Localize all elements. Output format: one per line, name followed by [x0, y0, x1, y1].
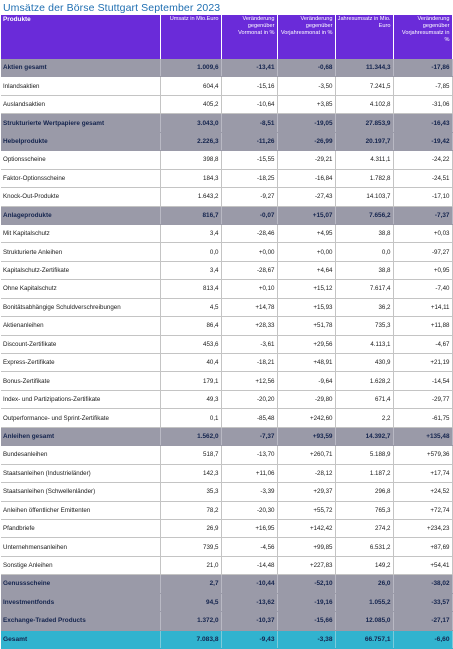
cell-change-prev-year-month: -3,38: [277, 630, 335, 648]
cell-change-prev-month: -0,07: [221, 206, 277, 224]
cell-product-name: Express-Zertifikate: [1, 354, 160, 372]
table-row: [1, 188, 452, 206]
cell-change-prev-month: -18,21: [221, 354, 277, 372]
cell-turnover: 816,7: [160, 206, 221, 224]
turnover-table: [1, 15, 453, 649]
cell-change-prev-month: -28,67: [221, 261, 277, 279]
cell-change-prev-year-month: -28,12: [277, 464, 335, 482]
cell-change-prev-year: +234,23: [393, 519, 452, 537]
cell-product-name: Hebelprodukte: [1, 132, 160, 150]
cell-change-prev-month: -10,37: [221, 612, 277, 630]
subtotal-row: [1, 427, 452, 445]
cell-change-prev-year-month: -19,05: [277, 114, 335, 132]
header-change-prev-year: Veränderung gegenüber Vorjahresumsatz in %: [393, 15, 452, 59]
cell-change-prev-year-month: +260,71: [277, 446, 335, 464]
cell-change-prev-year: -19,42: [393, 132, 452, 150]
cell-change-prev-year: +24,52: [393, 483, 452, 501]
cell-change-prev-month: +14,78: [221, 298, 277, 316]
cell-turnover: 518,7: [160, 446, 221, 464]
cell-product-name: Gesamt: [1, 630, 160, 648]
cell-change-prev-year-month: -52,10: [277, 575, 335, 593]
cell-annual-turnover: 11.344,3: [335, 59, 393, 77]
cell-change-prev-year-month: -29,80: [277, 390, 335, 408]
cell-product-name: Bonus-Zertifikate: [1, 372, 160, 390]
header-annual-turnover: Jahresumsatz in Mio. Euro: [335, 15, 393, 59]
subtotal-row: [1, 114, 452, 132]
cell-change-prev-year: +0,95: [393, 261, 452, 279]
cell-change-prev-year-month: +55,72: [277, 501, 335, 519]
cell-annual-turnover: 2,2: [335, 409, 393, 427]
cell-change-prev-year-month: -16,84: [277, 169, 335, 187]
header-change-prev-month: Veränderung gegenüber Vormonat in %: [221, 15, 277, 59]
cell-turnover: 86,4: [160, 317, 221, 335]
cell-product-name: Knock-Out-Produkte: [1, 188, 160, 206]
table-row: [1, 538, 452, 556]
subtotal-row: [1, 575, 452, 593]
cell-product-name: Aktienanleihen: [1, 317, 160, 335]
cell-change-prev-year: -24,22: [393, 151, 452, 169]
cell-product-name: Genussscheine: [1, 575, 160, 593]
cell-change-prev-year: -38,02: [393, 575, 452, 593]
cell-change-prev-year-month: -27,43: [277, 188, 335, 206]
table-row: [1, 169, 452, 187]
cell-turnover: 398,8: [160, 151, 221, 169]
cell-product-name: Outperformance- und Sprint-Zertifikate: [1, 409, 160, 427]
cell-turnover: 184,3: [160, 169, 221, 187]
table-row: [1, 446, 452, 464]
cell-annual-turnover: 735,3: [335, 317, 393, 335]
table-row: [1, 372, 452, 390]
cell-turnover: 3,4: [160, 224, 221, 242]
cell-product-name: Strukturierte Wertpapiere gesamt: [1, 114, 160, 132]
cell-product-name: Optionsscheine: [1, 151, 160, 169]
cell-turnover: 4,5: [160, 298, 221, 316]
cell-annual-turnover: 38,8: [335, 224, 393, 242]
cell-change-prev-year: +72,74: [393, 501, 452, 519]
cell-change-prev-year: -14,54: [393, 372, 452, 390]
cell-change-prev-year: -97,27: [393, 243, 452, 261]
cell-change-prev-month: -10,44: [221, 575, 277, 593]
cell-turnover: 1.372,0: [160, 612, 221, 630]
cell-annual-turnover: 1.187,2: [335, 464, 393, 482]
cell-product-name: Anleihen gesamt: [1, 427, 160, 445]
cell-product-name: Mit Kapitalschutz: [1, 224, 160, 242]
cell-change-prev-year: -61,75: [393, 409, 452, 427]
cell-turnover: 2.226,3: [160, 132, 221, 150]
cell-turnover: 179,1: [160, 372, 221, 390]
cell-change-prev-year-month: +4,64: [277, 261, 335, 279]
cell-change-prev-month: -7,37: [221, 427, 277, 445]
cell-change-prev-month: -15,16: [221, 77, 277, 95]
cell-annual-turnover: 1.628,2: [335, 372, 393, 390]
table-row: [1, 224, 452, 242]
cell-change-prev-year: +135,48: [393, 427, 452, 445]
cell-change-prev-year-month: +93,59: [277, 427, 335, 445]
table-row: [1, 151, 452, 169]
cell-annual-turnover: 671,4: [335, 390, 393, 408]
cell-product-name: Bundesanleihen: [1, 446, 160, 464]
cell-change-prev-year-month: +15,12: [277, 280, 335, 298]
cell-change-prev-year: -7,37: [393, 206, 452, 224]
table-row: [1, 261, 452, 279]
cell-change-prev-month: -85,48: [221, 409, 277, 427]
table-row: [1, 298, 452, 316]
cell-annual-turnover: 7.241,5: [335, 77, 393, 95]
cell-change-prev-month: -13,41: [221, 59, 277, 77]
cell-change-prev-year-month: +48,91: [277, 354, 335, 372]
cell-change-prev-year-month: +242,60: [277, 409, 335, 427]
cell-turnover: 49,3: [160, 390, 221, 408]
cell-change-prev-year: +579,36: [393, 446, 452, 464]
cell-product-name: Anlageprodukte: [1, 206, 160, 224]
cell-product-name: Investmentfonds: [1, 593, 160, 611]
cell-turnover: 142,3: [160, 464, 221, 482]
cell-change-prev-month: +28,33: [221, 317, 277, 335]
cell-change-prev-year-month: +227,83: [277, 556, 335, 574]
cell-turnover: 739,5: [160, 538, 221, 556]
cell-turnover: 813,4: [160, 280, 221, 298]
cell-product-name: Staatsanleihen (Industrieländer): [1, 464, 160, 482]
table-row: [1, 483, 452, 501]
cell-change-prev-month: -18,25: [221, 169, 277, 187]
cell-product-name: Aktien gesamt: [1, 59, 160, 77]
cell-change-prev-year-month: +142,42: [277, 519, 335, 537]
cell-turnover: 7.083,8: [160, 630, 221, 648]
cell-annual-turnover: 149,2: [335, 556, 393, 574]
cell-change-prev-month: -4,56: [221, 538, 277, 556]
cell-change-prev-year-month: +29,37: [277, 483, 335, 501]
cell-change-prev-month: -13,62: [221, 593, 277, 611]
table-row: [1, 354, 452, 372]
total-row: [1, 630, 452, 648]
table-row: [1, 280, 452, 298]
cell-annual-turnover: 7.656,2: [335, 206, 393, 224]
cell-change-prev-month: -8,51: [221, 114, 277, 132]
cell-change-prev-year-month: -26,99: [277, 132, 335, 150]
cell-annual-turnover: 14.392,7: [335, 427, 393, 445]
cell-annual-turnover: 274,2: [335, 519, 393, 537]
cell-change-prev-year: -4,67: [393, 335, 452, 353]
cell-change-prev-month: -9,27: [221, 188, 277, 206]
cell-annual-turnover: 430,9: [335, 354, 393, 372]
cell-turnover: 453,6: [160, 335, 221, 353]
cell-change-prev-year-month: -29,21: [277, 151, 335, 169]
table-row: [1, 335, 452, 353]
cell-product-name: Pfandbriefe: [1, 519, 160, 537]
header-change-prev-year-month: Veränderung gegenüber Vorjahresmonat in %: [277, 15, 335, 59]
cell-product-name: Discount-Zertifikate: [1, 335, 160, 353]
cell-change-prev-year: -17,10: [393, 188, 452, 206]
cell-change-prev-year-month: +3,85: [277, 95, 335, 113]
table-row: [1, 317, 452, 335]
cell-change-prev-year: -6,60: [393, 630, 452, 648]
cell-product-name: Staatsanleihen (Schwellenländer): [1, 483, 160, 501]
cell-change-prev-month: +0,00: [221, 243, 277, 261]
cell-change-prev-month: -13,70: [221, 446, 277, 464]
table-row: [1, 95, 452, 113]
cell-annual-turnover: 27.853,9: [335, 114, 393, 132]
cell-change-prev-year: -16,43: [393, 114, 452, 132]
cell-annual-turnover: 14.103,7: [335, 188, 393, 206]
cell-turnover: 40,4: [160, 354, 221, 372]
cell-change-prev-year: +11,88: [393, 317, 452, 335]
cell-turnover: 94,5: [160, 593, 221, 611]
cell-change-prev-month: -10,64: [221, 95, 277, 113]
table-row: [1, 464, 452, 482]
cell-turnover: 0,1: [160, 409, 221, 427]
cell-change-prev-year: -27,17: [393, 612, 452, 630]
cell-change-prev-year-month: -3,50: [277, 77, 335, 95]
cell-product-name: Anleihen öffentlicher Emittenten: [1, 501, 160, 519]
cell-change-prev-year-month: -9,64: [277, 372, 335, 390]
cell-product-name: Ohne Kapitalschutz: [1, 280, 160, 298]
table-row: [1, 519, 452, 537]
cell-turnover: 1.643,2: [160, 188, 221, 206]
table-row: [1, 501, 452, 519]
cell-change-prev-month: -14,48: [221, 556, 277, 574]
cell-change-prev-year-month: +15,93: [277, 298, 335, 316]
cell-annual-turnover: 7.617,4: [335, 280, 393, 298]
cell-change-prev-month: -20,30: [221, 501, 277, 519]
cell-change-prev-year-month: +99,85: [277, 538, 335, 556]
cell-annual-turnover: 1.055,2: [335, 593, 393, 611]
cell-change-prev-month: +0,10: [221, 280, 277, 298]
cell-turnover: 2,7: [160, 575, 221, 593]
cell-change-prev-year-month: -19,16: [277, 593, 335, 611]
cell-turnover: 3,4: [160, 261, 221, 279]
subtotal-row: [1, 206, 452, 224]
cell-change-prev-year: -31,06: [393, 95, 452, 113]
cell-change-prev-month: -15,55: [221, 151, 277, 169]
cell-change-prev-year: +14,11: [393, 298, 452, 316]
cell-annual-turnover: 4.311,1: [335, 151, 393, 169]
cell-turnover: 26,9: [160, 519, 221, 537]
cell-change-prev-year-month: +51,78: [277, 317, 335, 335]
subtotal-row: [1, 132, 452, 150]
cell-change-prev-year: -7,85: [393, 77, 452, 95]
cell-change-prev-year: +17,74: [393, 464, 452, 482]
cell-annual-turnover: 5.188,9: [335, 446, 393, 464]
cell-change-prev-month: +16,95: [221, 519, 277, 537]
cell-turnover: 21,0: [160, 556, 221, 574]
cell-annual-turnover: 1.782,8: [335, 169, 393, 187]
table-row: [1, 77, 452, 95]
cell-product-name: Sonstige Anleihen: [1, 556, 160, 574]
cell-change-prev-month: -20,20: [221, 390, 277, 408]
cell-product-name: Inlandsaktien: [1, 77, 160, 95]
cell-turnover: 604,4: [160, 77, 221, 95]
cell-change-prev-year: -29,77: [393, 390, 452, 408]
cell-change-prev-year: -17,86: [393, 59, 452, 77]
cell-change-prev-year: -33,57: [393, 593, 452, 611]
cell-change-prev-month: +12,56: [221, 372, 277, 390]
cell-change-prev-year-month: +4,95: [277, 224, 335, 242]
cell-change-prev-year: -7,40: [393, 280, 452, 298]
cell-annual-turnover: 12.085,0: [335, 612, 393, 630]
cell-annual-turnover: 6.531,2: [335, 538, 393, 556]
cell-annual-turnover: 0,0: [335, 243, 393, 261]
table-row: [1, 243, 452, 261]
cell-annual-turnover: 4.102,8: [335, 95, 393, 113]
cell-turnover: 405,2: [160, 95, 221, 113]
cell-change-prev-year: -24,51: [393, 169, 452, 187]
cell-change-prev-year-month: -15,66: [277, 612, 335, 630]
cell-annual-turnover: 4.113,1: [335, 335, 393, 353]
table-row: [1, 409, 452, 427]
subtotal-row: [1, 593, 452, 611]
header-products: Produkte: [1, 15, 160, 59]
cell-annual-turnover: 36,2: [335, 298, 393, 316]
cell-annual-turnover: 20.197,7: [335, 132, 393, 150]
cell-product-name: Unternehmensanleihen: [1, 538, 160, 556]
table-row: [1, 390, 452, 408]
header-turnover: Umsatz in Mio.Euro: [160, 15, 221, 59]
cell-product-name: Bonitätsabhängige Schuldverschreibungen: [1, 298, 160, 316]
cell-turnover: 1.562,0: [160, 427, 221, 445]
cell-change-prev-year-month: +29,56: [277, 335, 335, 353]
cell-product-name: Faktor-Optionsscheine: [1, 169, 160, 187]
table-row: [1, 556, 452, 574]
cell-change-prev-month: -11,26: [221, 132, 277, 150]
cell-annual-turnover: 26,0: [335, 575, 393, 593]
cell-change-prev-year: +87,69: [393, 538, 452, 556]
cell-turnover: 1.009,6: [160, 59, 221, 77]
cell-change-prev-month: -3,39: [221, 483, 277, 501]
cell-change-prev-year-month: +0,00: [277, 243, 335, 261]
cell-annual-turnover: 765,3: [335, 501, 393, 519]
cell-change-prev-month: -9,43: [221, 630, 277, 648]
cell-turnover: 0,0: [160, 243, 221, 261]
cell-change-prev-year: +54,41: [393, 556, 452, 574]
cell-change-prev-year: +21,19: [393, 354, 452, 372]
cell-annual-turnover: 38,8: [335, 261, 393, 279]
cell-product-name: Exchange-Traded Products: [1, 612, 160, 630]
cell-turnover: 35,3: [160, 483, 221, 501]
cell-product-name: Index- und Partizipations-Zertifikate: [1, 390, 160, 408]
cell-product-name: Auslandsaktien: [1, 95, 160, 113]
cell-change-prev-month: -28,46: [221, 224, 277, 242]
cell-change-prev-year-month: +15,07: [277, 206, 335, 224]
table-header-row: [1, 15, 452, 59]
cell-product-name: Strukturierte Anleihen: [1, 243, 160, 261]
cell-product-name: Kapitalschutz-Zertifikate: [1, 261, 160, 279]
page-title: Umsätze der Börse Stuttgart September 2023: [3, 2, 221, 14]
cell-turnover: 3.043,0: [160, 114, 221, 132]
cell-change-prev-month: +11,06: [221, 464, 277, 482]
cell-change-prev-year: +0,03: [393, 224, 452, 242]
cell-change-prev-year-month: -0,68: [277, 59, 335, 77]
subtotal-row: [1, 59, 452, 77]
cell-turnover: 78,2: [160, 501, 221, 519]
cell-annual-turnover: 296,8: [335, 483, 393, 501]
cell-change-prev-month: -3,61: [221, 335, 277, 353]
cell-annual-turnover: 66.757,1: [335, 630, 393, 648]
